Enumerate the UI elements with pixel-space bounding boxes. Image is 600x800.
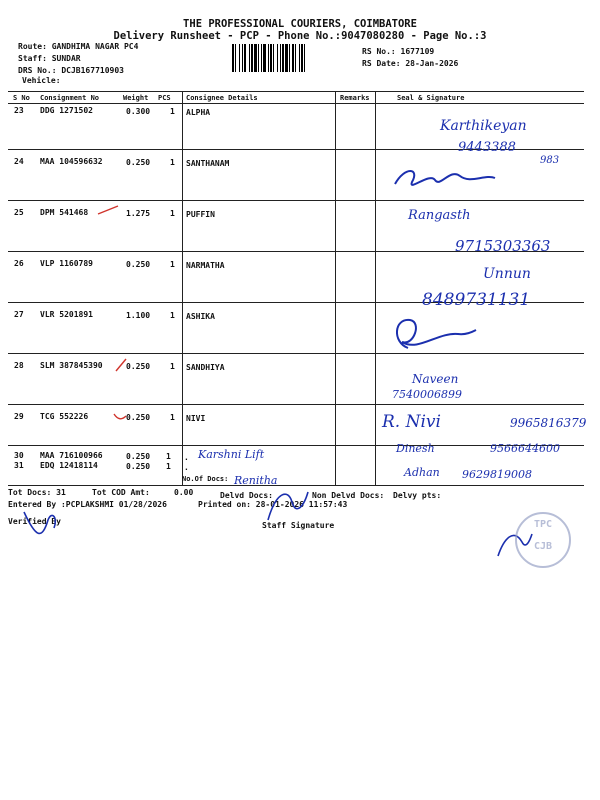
phone-row-23: 9443388	[458, 140, 516, 155]
staff-signature	[262, 482, 312, 526]
row-consignee: SANTHANAM	[186, 159, 230, 168]
no-of-docs-label: No.Of Docs:	[182, 475, 229, 483]
row-consignment: MAA 716100966	[40, 451, 103, 460]
row-pcs: 1	[170, 260, 175, 269]
column-header-weight: Weight	[123, 94, 149, 102]
column-header-remarks: Remarks	[340, 94, 370, 102]
row-sno: 27	[14, 310, 24, 319]
total-cod-label: Tot COD Amt:	[92, 488, 150, 497]
phone-row-29: 9965816379	[510, 416, 587, 430]
row-consignment: EDQ 12418114	[40, 461, 98, 470]
row-consignee: NIVI	[186, 414, 206, 423]
verified-by-label: Verified By	[8, 517, 61, 526]
barcode	[232, 44, 356, 72]
row-sno: 24	[14, 157, 24, 166]
row-rule	[8, 200, 584, 201]
stamp-line-2: CJB	[533, 541, 553, 552]
row-sno: 25	[14, 208, 24, 217]
signature-row-27	[388, 312, 478, 356]
row-pcs: 1	[170, 158, 175, 167]
row-consignee: .	[184, 453, 189, 462]
column-header-sno: S No	[13, 94, 30, 102]
signature-row-24	[390, 162, 500, 196]
company-stamp	[515, 512, 571, 568]
row-weight: 0.250	[126, 362, 151, 371]
row-consignment: TCG 552226	[40, 412, 89, 421]
row-consignee: ASHIKA	[186, 312, 215, 321]
row-pcs: 1	[166, 462, 171, 471]
row-consignee: PUFFIN	[186, 210, 215, 219]
barcode-bar	[305, 44, 307, 72]
row-consignment: VLR 5201891	[40, 310, 93, 319]
handwritten-consignee-30: Karshni Lift	[198, 448, 265, 461]
signature-row-25: Rangasth	[408, 208, 471, 223]
vehicle-label: Vehicle:	[22, 76, 61, 85]
signature-row-29: R. Nivi	[382, 412, 441, 432]
row-sno: 28	[14, 361, 24, 370]
row-pcs: 1	[170, 107, 175, 116]
row-pcs: 1	[170, 413, 175, 422]
rs-number: RS No.: 1677109	[362, 47, 435, 56]
delivery-points: Delvy pts:	[393, 491, 442, 500]
drs-label: DRS No.: DCJB167710903	[18, 66, 124, 75]
column-header-consignee: Consignee Details	[186, 94, 258, 102]
row-pcs: 1	[170, 362, 175, 371]
row-consignment: DPM 541468	[40, 208, 89, 217]
phone-row-25: 9715303363	[455, 237, 551, 255]
table-top-rule	[8, 91, 584, 92]
row-sno: 31	[14, 461, 24, 470]
handwritten-docs-name: Renitha	[234, 474, 278, 487]
phone-row-23-extra: 983	[540, 155, 560, 166]
row-weight: 1.100	[126, 311, 151, 320]
row-pcs: 1	[170, 209, 175, 218]
row-sno: 30	[14, 451, 24, 460]
printed-on: Printed on: 28-01-2026 11:57:43	[198, 500, 348, 509]
row-rule	[8, 353, 584, 354]
row-weight: 0.250	[126, 158, 151, 167]
row-weight: 0.250	[126, 462, 151, 471]
row-consignment: SLM 387845390	[40, 361, 103, 370]
row-sno: 23	[14, 106, 24, 115]
delivered-docs: Delvd Docs:	[220, 491, 273, 500]
route-label: Route: GANDHIMA NAGAR PC4	[18, 42, 139, 51]
phone-row-30: 9566644600	[490, 442, 560, 455]
row-weight: 0.250	[126, 413, 151, 422]
row-weight: 1.275	[126, 209, 151, 218]
signature-row-26: Unnun	[483, 266, 531, 282]
phone-row-28: 7540006899	[392, 388, 462, 401]
row-rule	[8, 404, 584, 405]
column-header-seal: Seal & Signature	[397, 94, 465, 102]
row-consignee: ALPHA	[186, 108, 211, 117]
column-header-consignment: Consignment No	[40, 94, 100, 102]
column-divider	[375, 91, 376, 485]
column-header-pcs: PCS	[158, 94, 171, 102]
tick-mark-icon	[96, 204, 122, 218]
non-delivered-docs: Non Delvd Docs:	[312, 491, 385, 500]
runsheet-title: Delivery Runsheet - PCP - Phone No.:9047080280 - Page No.:3	[113, 30, 487, 42]
row-sno: 26	[14, 259, 24, 268]
verifier-signature	[18, 508, 68, 542]
row-weight: 0.300	[126, 107, 151, 116]
row-consignee: SANDHIYA	[186, 363, 225, 372]
row-pcs: 1	[166, 452, 171, 461]
row-sno: 29	[14, 412, 24, 421]
entered-by: Entered By :PCPLAKSHMI 01/28/2026	[8, 500, 167, 509]
column-divider	[335, 91, 336, 485]
column-divider	[182, 91, 183, 485]
row-consignment: VLP 1160789	[40, 259, 93, 268]
row-weight: 0.250	[126, 260, 151, 269]
total-cod-value: 0.00	[174, 488, 194, 497]
row-weight: 0.250	[126, 452, 151, 461]
row-consignment: MAA 104596632	[40, 157, 103, 166]
tick-mark-icon	[112, 410, 128, 422]
total-docs: Tot Docs: 31	[8, 488, 66, 497]
phone-row-26: 8489731131	[422, 290, 531, 310]
stamp-line-1: TPC	[533, 519, 553, 530]
row-consignee: NARMATHA	[186, 261, 225, 270]
signature-row-28: Naveen	[412, 372, 459, 386]
rs-date: RS Date: 28-Jan-2026	[362, 59, 459, 68]
row-pcs: 1	[170, 311, 175, 320]
signature-row-31: Adhan	[404, 466, 440, 479]
row-consignment: DDG 1271502	[40, 106, 93, 115]
tick-mark-icon	[114, 357, 128, 373]
signature-row-30: Dinesh	[396, 442, 435, 455]
company-name: THE PROFESSIONAL COURIERS, COIMBATORE	[183, 18, 417, 30]
table-header-rule	[8, 103, 584, 104]
row-consignee: .	[184, 463, 189, 472]
staff-signature-label: Staff Signature	[262, 521, 335, 530]
staff-label: Staff: SUNDAR	[18, 54, 81, 63]
signature-row-23: Karthikeyan	[440, 118, 527, 134]
phone-row-31: 9629819008	[462, 468, 532, 481]
